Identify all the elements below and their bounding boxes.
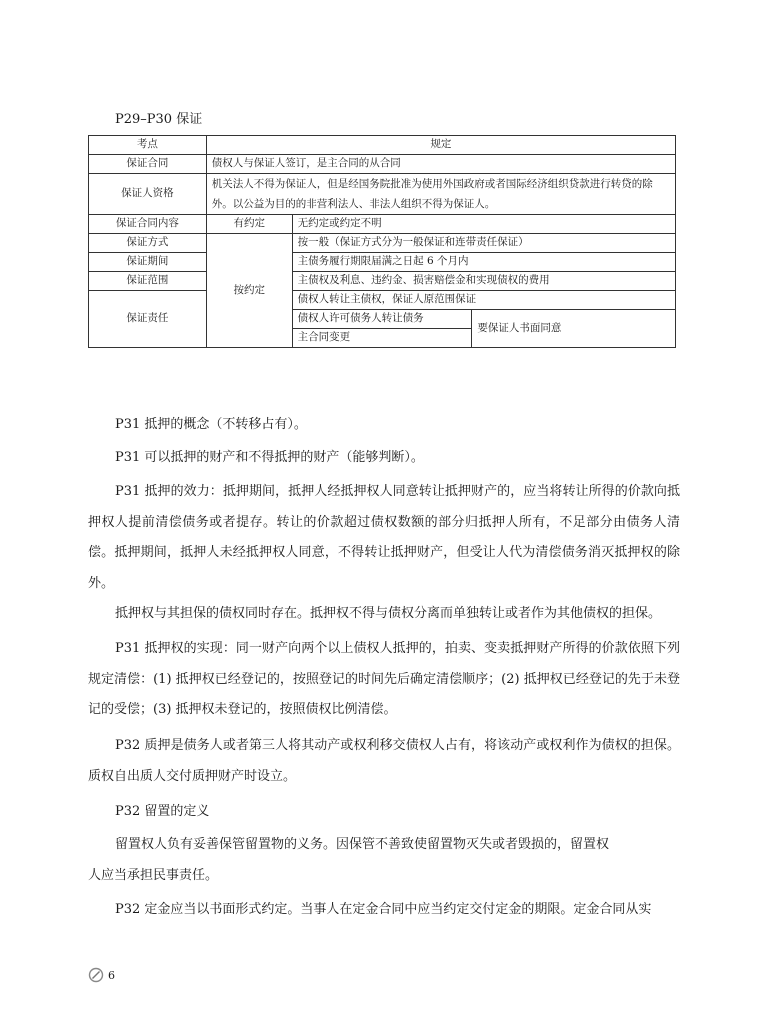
row-point: 保证合同内容	[89, 215, 207, 234]
paragraph-lien-definition: P32 留置的定义	[115, 804, 210, 819]
paragraph-mortgage-effect: P31 抵押的效力：抵押期间，抵押人经抵押权人同意转让抵押财产的，应当将转让所得的价款向抵押权人提前清偿债务或者提存。转让的价款超过债权数额的部分归抵押人所有，不足部分由债务人清偿。抵押期间，抵押人未经抵押权人同意，不得转让抵押财产，但受让人代为清偿债务消灭抵押权的除外。	[88, 484, 680, 591]
table-row	[89, 155, 676, 174]
row-condition: 按约定	[206, 234, 292, 348]
row-condition: 有约定	[206, 215, 292, 234]
row-rule: 债权人转让主债权，保证人原范围保证	[292, 291, 675, 310]
page-number: 6	[108, 968, 115, 982]
row-rule: 主债务履行期限届满之日起 6 个月内	[292, 253, 675, 272]
paragraph-mortgage-coexist: 抵押权与其担保的债权同时存在。抵押权不得与债权分离而单独转让或者作为其他债权的担保。	[115, 606, 662, 621]
paragraph-deposit: P32 定金应当以书面形式约定。当事人在定金合同中应当约定交付定金的期限。定金合同从实	[115, 902, 652, 917]
paragraph-pledge: P32 质押是债务人或者第三人将其动产或权利移交债权人占有，将该动产或权利作为债权的担保。质权自出质人交付质押财产时设立。	[88, 738, 680, 784]
row-point: 保证责任	[89, 291, 207, 348]
table-row	[89, 234, 676, 253]
header-point: 考点	[89, 136, 207, 155]
paragraph-mortgage-realization: P31 抵押权的实现：同一财产向两个以上债权人抵押的，拍卖、变卖抵押财产所得的价款依照下列规定清偿：(1) 抵押权已经登记的，按照登记的时间先后确定清偿顺序；(2) 抵押权已经登记的先于未登记的受偿；(3) 抵押权未登记的，按照债权比例清偿。	[88, 641, 680, 717]
paragraph-lien-duty-cont: 人应当承担民事责任。	[88, 868, 219, 883]
row-point: 保证合同	[89, 155, 207, 174]
guarantee-table	[88, 135, 676, 348]
row-rule: 债权人许可债务人转让债务	[292, 310, 472, 329]
table-row	[89, 291, 676, 310]
table-row	[89, 174, 676, 215]
page-footer	[88, 967, 115, 983]
row-rule: 无约定或约定不明	[292, 215, 675, 234]
row-point: 保证人资格	[89, 174, 207, 215]
row-point: 保证期间	[89, 253, 207, 272]
table-row	[89, 272, 676, 291]
row-rule: 机关法人不得为保证人，但是经国务院批准为使用外国政府或者国际经济组织贷款进行转贷的除外。以公益为目的的非营利法人、非法人组织不得为保证人。	[206, 174, 675, 215]
row-rule: 主合同变更	[292, 329, 472, 348]
row-point: 保证范围	[89, 272, 207, 291]
row-rule: 主债权及利息、违约金、损害赔偿金和实现债权的费用	[292, 272, 675, 291]
row-point: 保证方式	[89, 234, 207, 253]
table-row	[89, 253, 676, 272]
row-rule: 按一般（保证方式分为一般保证和连带责任保证）	[292, 234, 675, 253]
row-rule-consent: 要保证人书面同意	[472, 310, 676, 348]
header-rule: 规定	[206, 136, 675, 155]
paragraph-mortgage-concept: P31 抵押的概念（不转移占有）。	[115, 417, 307, 432]
table-row	[89, 215, 676, 234]
paragraph-mortgage-property: P31 可以抵押的财产和不得抵押的财产（能够判断）。	[115, 450, 424, 465]
table-header-row	[89, 136, 676, 155]
pen-logo-icon	[88, 967, 104, 983]
paragraph-lien-duty: 留置权人负有妥善保管留置物的义务。因保管不善致使留置物灭失或者毁损的，留置权	[115, 837, 610, 852]
row-rule: 债权人与保证人签订，是主合同的从合同	[206, 155, 675, 174]
section-title: P29–P30 保证	[115, 112, 203, 127]
